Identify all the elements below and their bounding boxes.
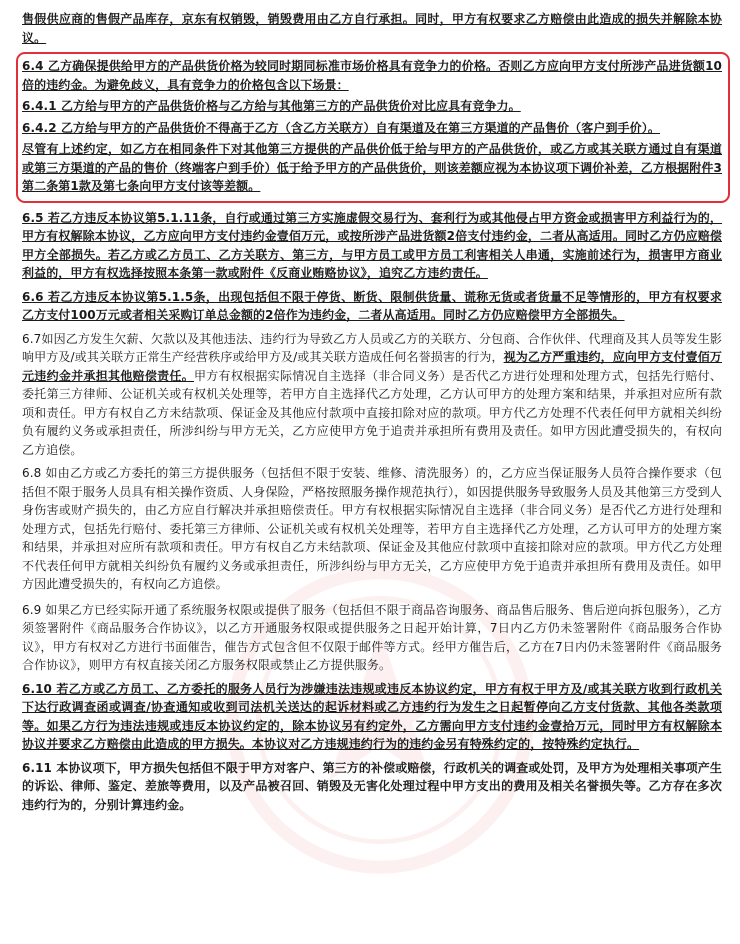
clause-6-7 <box>22 330 722 460</box>
clause-6-10: 6.10 若乙方或乙方员工、乙方委托的服务人员行为涉嫌违法违规或违反本协议约定，甲方有权于甲方及/或其关联方收到行政机关下达行政调查函或调查/协查通知或收到司法机关送达的起诉材料或乙方违约行为发生之日起暂停向乙方支付货款、其他各类款项等。如果乙方行为违法违规或违反本协议约定的，除本协议另有约定外，乙方需向甲方支付违约金壹拾万元，同时甲方有权解除本协议并要求乙方赔偿由此造成的甲方损失。本协议对乙方违规违约行为的违约金另有特殊约定的，按特殊约定执行。 <box>22 681 722 751</box>
clause-6-4-2: 6.4.2 乙方给与甲方的产品供货价不得高于乙方（含乙方关联方）自有渠道及在第三方渠道的产品售价（客户到手价）。 <box>22 120 660 135</box>
clause-6-11: 6.11 本协议项下，甲方损失包括但不限于甲方对客户、第三方的补偿或赔偿，行政机关的调查或处罚，及甲方为处理相关事项产生的诉讼、律师、鉴定、差旅等费用，以及产品被召回、销毁及无害化处理过程中甲方支出的费用及相关名誉损失等。乙方存在多次违约行为的，分别计算违约金。 <box>22 760 722 812</box>
highlight-box-6-4 <box>16 52 730 203</box>
clause-6-4-note: 尽管有上述约定，如乙方在相同条件下对其他第三方提供的产品供价低于给与甲方的产品供货价，或乙方或其关联方通过自有渠道或第三方渠道的产品的售价（终端客户到手价）低于给予甲方的产品供货价，则该差额应视为本协议项下调价补差，乙方根据附件3第二条第1款及第七条向甲方支付该等差额。 <box>22 142 722 193</box>
clause-6-4-1: 6.4.1 乙方给与甲方的产品供货价格与乙方给与其他第三方的产品供货价对比应具有竞争力。 <box>22 99 521 113</box>
clause-6-4: 6.4 乙方确保提供给甲方的产品供货价格为较同时期同标准市场价格具有竞争力的价格。否则乙方应向甲方支付所涉产品进货额10倍的违约金。为避免歧义，具有竞争力的价格包含以下场景： <box>22 59 722 92</box>
clause-6-5: 6.5 若乙方违反本协议第5.1.11条，自行或通过第三方实施虚假交易行为、套利行为或其他侵占甲方资金或损害甲方利益行为的，甲方有权解除本协议，乙方应向甲方支付违约金壹佰万元，或按所涉产品进货额2倍支付违约金，二者从高适用。同时乙方仍应赔偿甲方全部损失。若乙方或乙方员工、乙方关联方、第三方，与甲方员工或甲方员工利害相关人串通，实施前述行为，损害甲方商业利益的，甲方有权选择按照本条第一款或附件《反商业贿赂协议》，追究乙方违约责任。 <box>22 210 722 280</box>
paragraph-continuation: 售假供应商的售假产品库存，京东有权销毁，销毁费用由乙方自行承担。同时，甲方有权要求乙方赔偿由此造成的损失并解除本协议。 <box>22 12 722 45</box>
clause-6-7-part-a: 6.7如因乙方发生欠薪、欠款以及其他违法、违约行为导致乙方人员或乙方的关联方、分包商、合作伙伴、代理商及其人员等发生影响甲方及/或其关联方正常生产经营秩序或给甲方及/或其关联方造成任何名誉损害的行为， <box>22 331 722 364</box>
clause-6-7-part-b: 视为乙方严重违约，应向甲方支付壹佰万元违约金并承担其他赔偿责任。 <box>22 350 722 383</box>
clause-6-8: 6.8 如由乙方或乙方委托的第三方提供服务（包括但不限于安装、维修、清洗服务）的，乙方应当保证服务人员符合操作要求（包括但不限于服务人员具有相关操作资质、人身保险，严格按照服务操作规范执行），如因提供服务导致服务人员及其他第三方受到人身伤害或财产损失的，由乙方应自行解决并承担赔偿责任。甲方有权根据实际情况自主选择（非合同义务）是否代乙方进行处理和处理方式，包括先行赔付、委托第三方律师、公证机关或有权机关处理等，若甲方自主选择代乙方处理，乙方认可甲方的处理方案和结果，并承担对应所有款项和责任。甲方有权自乙方未结款项、保证金及其他应付款项中直接扣除对应的款项。甲方代乙方处理不代表任何甲方就相关纠纷负有履约义务或承担责任，所涉纠纷与甲方无关，乙方应使甲方免于追责并承担所有费用及责任。如甲方因此遭受损失的，有权向乙方追偿。 <box>22 466 722 591</box>
clause-6-9: 6.9 如果乙方已经实际开通了系统服务权限或提供了服务（包括但不限于商品咨询服务、商品售后服务、售后逆向拆包服务），乙方须签署附件《商品服务合作协议》，以乙方开通服务权限或提供服务之日起开始计算，7日内乙方仍未签署附件《商品服务合作协议》，甲方有权对乙方进行书面催告，催告方式包含但不仅限于邮件等方式。经甲方催告后，乙方在7日内仍未签署附件《商品服务合作协议》，则甲方有权直接关闭乙方服务权限或禁止乙方提供服务。 <box>22 602 722 672</box>
clause-6-7-part-c: 甲方有权根据实际情况自主选择（非合同义务）是否代乙方进行处理和处理方式，包括先行赔付、委托第三方律师、公证机关或有权机关处理等，若甲方自主选择代乙方处理，乙方认可甲方的处理方案和结果，并承担对应所有款项和责任。甲方有权自乙方未结款项、保证金及其他应付款项中直接扣除对应的款项。甲方代乙方处理不代表任何甲方就相关纠纷负有履约义务或承担责任，所涉纠纷与甲方无关，乙方应使甲方免于追责并承担所有费用及责任。如甲方因此遭受损失的，有权向乙方追偿。 <box>22 368 722 457</box>
contract-page <box>22 10 722 819</box>
clause-6-6: 6.6 若乙方违反本协议第5.1.5条，出现包括但不限于停货、断货、限制供货量、谎称无货或者货量不足等情形的，甲方有权要求乙方支付100万元或者相关采购订单总金额的2倍作为违约金，二者从高适用。同时乙方仍应赔偿甲方全部损失。 <box>22 289 722 322</box>
